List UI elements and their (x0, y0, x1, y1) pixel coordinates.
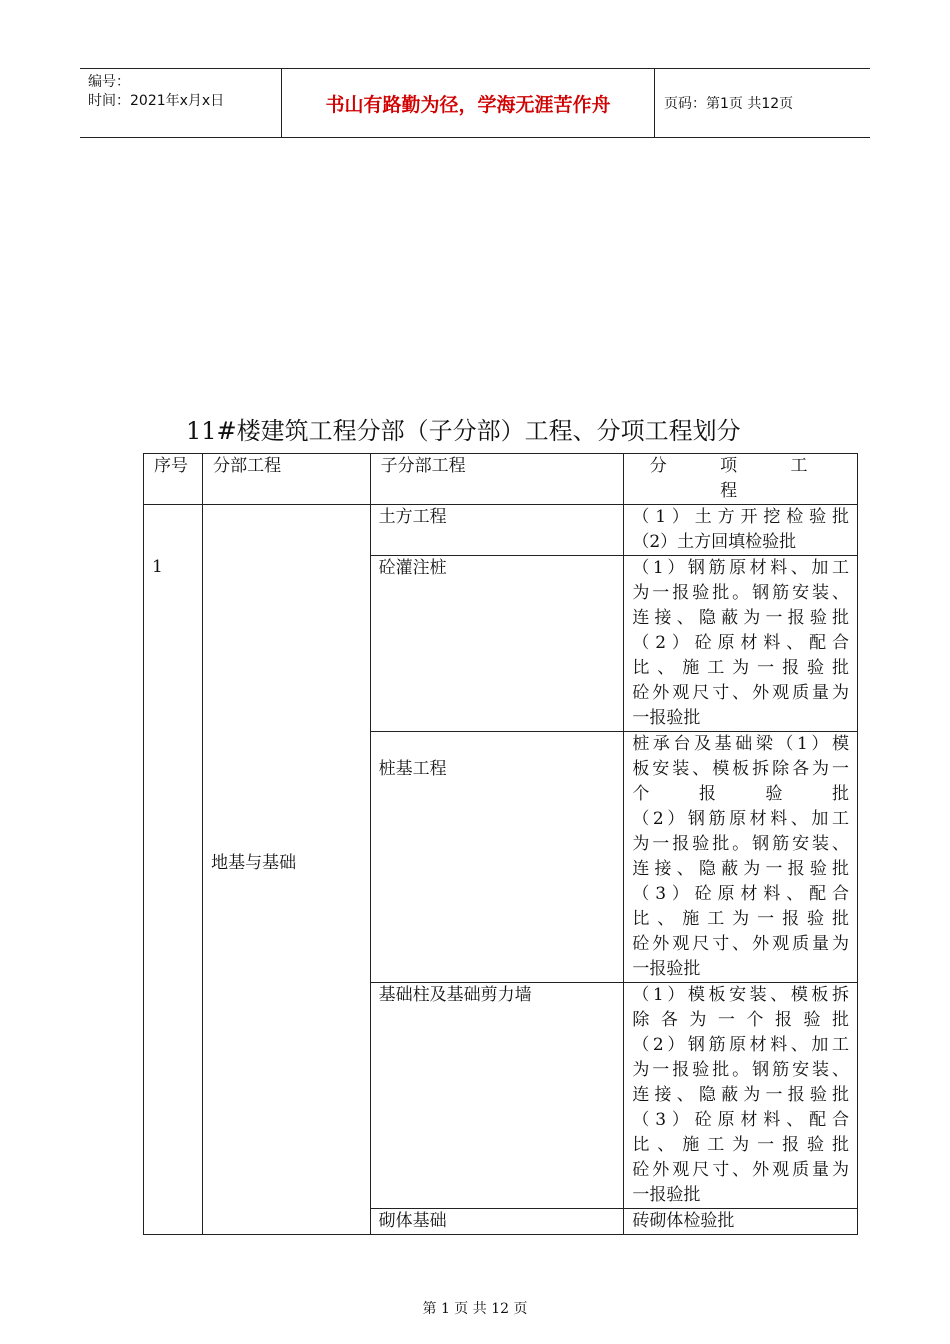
header-items: 分 项 工 程 (624, 454, 858, 505)
item-line: 一报验批 (632, 959, 701, 979)
document-title: 11#楼建筑工程分部（子分部）工程、分项工程划分 (186, 417, 741, 445)
item-line: （2）钢筋原材料、加工 (632, 1035, 849, 1055)
table-header-row (144, 454, 858, 505)
item-line: 为一报验批。钢筋安装、 (632, 583, 849, 603)
items-cell (624, 556, 858, 732)
subdivision-cell (370, 505, 624, 556)
seq-cell (144, 505, 203, 1235)
items-cell (624, 1209, 858, 1235)
item-line: 为一报验批。钢筋安装、 (632, 1060, 849, 1080)
item-line: 连接、隐蔽为一报验批 (632, 608, 849, 628)
number-label: 编号： (88, 74, 130, 90)
items-cell (624, 983, 858, 1209)
item-line: 砼外观尺寸、外观质量为 (632, 683, 849, 703)
header-seq: 序号 (144, 454, 203, 505)
item-line: 连接、隐蔽为一报验批 (632, 859, 849, 879)
item-line: （3）砼原材料、配合 (632, 1110, 849, 1130)
subdivision-cell (370, 983, 624, 1209)
time-label: 时间：2021年x月x日 (88, 93, 225, 109)
item-line: 砼外观尺寸、外观质量为 (632, 934, 849, 954)
item-line: 个报验批 (632, 784, 849, 804)
item-line: （2）钢筋原材料、加工 (632, 809, 849, 829)
header-page-info: 页码：第1页 共12页 (664, 96, 794, 112)
item-line: （3）砼原材料、配合 (632, 884, 849, 904)
division-value: 地基与基础 (211, 853, 297, 873)
subdivision-label: 砌体基础 (378, 1211, 447, 1231)
item-line: 除各为一个报验批 (632, 1010, 849, 1030)
item-line: 为一报验批。钢筋安装、 (632, 834, 849, 854)
item-line: 一报验批 (632, 708, 701, 728)
item-line: 砖砌体检验批 (632, 1211, 735, 1231)
header-divider (654, 69, 655, 137)
item-line: （1）模板安装、模板拆 (632, 985, 849, 1005)
subdivision-cell (370, 1209, 624, 1235)
subdivision-cell (370, 556, 624, 732)
header-division: 分部工程 (203, 454, 370, 505)
item-line: 板安装、模板拆除各为一 (632, 759, 849, 779)
header-meta (88, 73, 224, 111)
subdivision-label: 桩基工程 (378, 759, 447, 779)
subdivision-label: 砼灌注桩 (378, 558, 447, 578)
division-cell (203, 505, 370, 1235)
item-line: 比、施工为一报验批 (632, 658, 849, 678)
page-footer: 第 1 页 共 12 页 (422, 1301, 528, 1317)
page-header (80, 68, 870, 138)
header-motto: 书山有路勤为径，学海无涯苦作舟 (325, 93, 611, 116)
item-line: （1）钢筋原材料、加工 (632, 558, 849, 578)
table-row (144, 505, 858, 556)
items-cell (624, 505, 858, 556)
items-cell (624, 732, 858, 983)
item-line: （2）土方回填检验批 (632, 532, 797, 552)
item-line: （1）土方开挖检验批 (632, 507, 849, 527)
item-line: 比、施工为一报验批 (632, 1135, 849, 1155)
subdivision-label: 土方工程 (378, 507, 447, 527)
item-line: 连接、隐蔽为一报验批 (632, 1085, 849, 1105)
item-line: 比、施工为一报验批 (632, 909, 849, 929)
header-subdivision: 子分部工程 (370, 454, 624, 505)
item-line: 一报验批 (632, 1185, 701, 1205)
item-line: 桩承台及基础梁（1）模 (632, 734, 849, 754)
seq-value: 1 (152, 557, 163, 577)
subdivision-label: 基础柱及基础剪力墙 (378, 985, 532, 1005)
item-line: （2）砼原材料、配合 (632, 633, 849, 653)
subdivision-cell (370, 732, 624, 983)
item-line: 砼外观尺寸、外观质量为 (632, 1160, 849, 1180)
division-table (143, 453, 858, 1235)
